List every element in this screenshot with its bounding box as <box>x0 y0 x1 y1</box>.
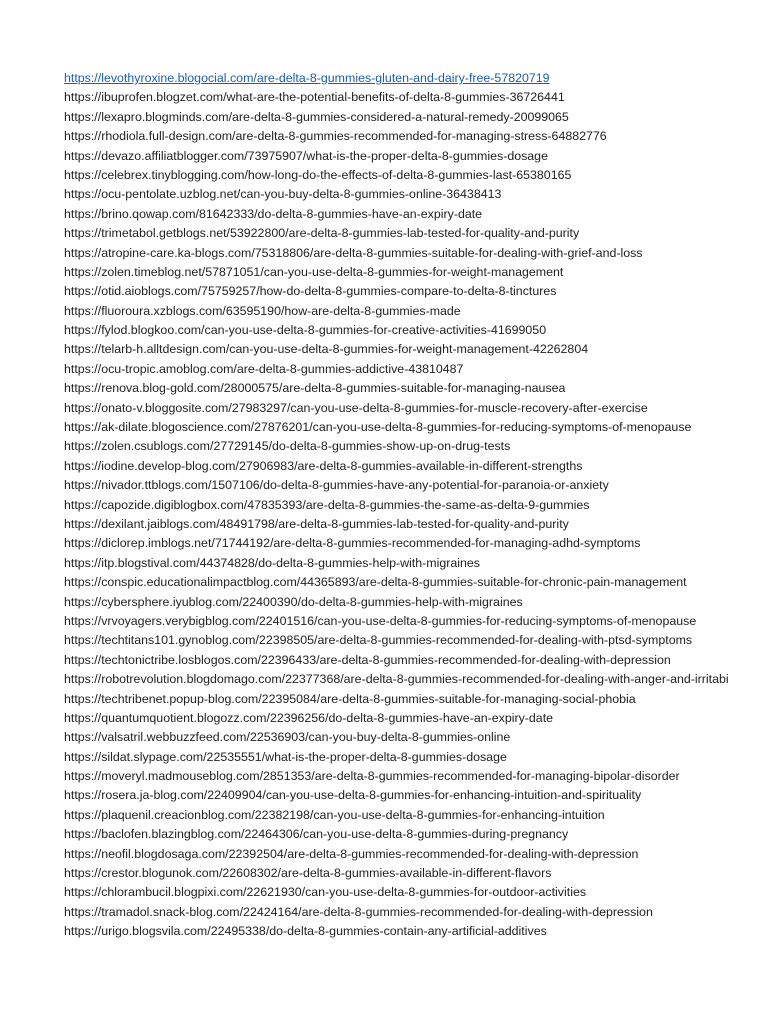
url-line: https://onato-v.bloggosite.com/27983297/can-you-use-delta-8-gummies-for-muscle-recovery-after-exercise <box>64 400 648 415</box>
url-line: https://conspic.educationalimpactblog.com/44365893/are-delta-8-gummies-suitable-for-chronic-pain-management <box>64 575 687 590</box>
url-line: https://techtribenet.popup-blog.com/22395084/are-delta-8-gummies-suitable-for-managing-social-phobia <box>64 691 636 706</box>
url-line: https://robotrevolution.blogdomago.com/22377368/are-delta-8-gummies-recommended-for-dealing-with-anger-and-irritabi <box>64 672 729 687</box>
url-line: https://dexilant.jaiblogs.com/48491798/are-delta-8-gummies-lab-tested-for-quality-and-purity <box>64 516 569 531</box>
url-line: https://baclofen.blazingblog.com/22464306/can-you-use-delta-8-gummies-during-pregnancy <box>64 827 569 842</box>
url-line: https://brino.qowap.com/81642333/do-delta-8-gummies-have-an-expiry-date <box>64 206 483 221</box>
url-line: https://vrvoyagers.verybigblog.com/22401516/can-you-use-delta-8-gummies-for-reducing-symptoms-of-menopause <box>64 613 697 628</box>
url-line: https://cybersphere.iyublog.com/22400390/do-delta-8-gummies-help-with-migraines <box>64 594 523 609</box>
url-line: https://plaquenil.creacionblog.com/22382198/can-you-use-delta-8-gummies-for-enhancing-intuition <box>64 807 605 822</box>
url-line: https://crestor.blogunok.com/22608302/are-delta-8-gummies-available-in-different-flavors <box>64 866 552 881</box>
url-line: https://moveryl.madmouseblog.com/2851353/are-delta-8-gummies-recommended-for-managing-bipolar-disorder <box>64 769 680 784</box>
url-line: https://fylod.blogkoo.com/can-you-use-delta-8-gummies-for-creative-activities-41699050 <box>64 323 547 338</box>
url-line: https://neofil.blogdosaga.com/22392504/are-delta-8-gummies-recommended-for-dealing-with-depression <box>64 846 639 861</box>
url-line: https://lexapro.blogminds.com/are-delta-8-gummies-considered-a-natural-remedy-20099065 <box>64 109 569 124</box>
url-line: https://devazo.affiliatblogger.com/73975907/what-is-the-proper-delta-8-gummies-dosage <box>64 148 548 163</box>
url-line: https://tramadol.snack-blog.com/22424164/are-delta-8-gummies-recommended-for-dealing-with-depression <box>64 904 653 919</box>
url-line: https://telarb-h.alltdesign.com/can-you-use-delta-8-gummies-for-weight-management-42262804 <box>64 342 589 357</box>
url-line: https://nivador.ttblogs.com/1507106/do-delta-8-gummies-have-any-potential-for-paranoia-or-anxiety <box>64 478 609 493</box>
url-line: https://quantumquotient.blogozz.com/22396256/do-delta-8-gummies-have-an-expiry-date <box>64 710 554 725</box>
url-link[interactable]: https://levothyroxine.blogocial.com/are-delta-8-gummies-gluten-and-dairy-free-57820719 <box>64 71 550 85</box>
url-line: https://fluoroura.xzblogs.com/63595190/how-are-delta-8-gummies-made <box>64 303 461 318</box>
url-line: https://zolen.csublogs.com/27729145/do-delta-8-gummies-show-up-on-drug-tests <box>64 439 511 454</box>
url-line: https://capozide.digiblogbox.com/47835393/are-delta-8-gummies-the-same-as-delta-9-gummies <box>64 497 590 512</box>
url-list <box>64 69 768 942</box>
url-line: https://trimetabol.getblogs.net/53922800/are-delta-8-gummies-lab-tested-for-quality-and-purity <box>64 226 580 241</box>
url-line: https://rosera.ja-blog.com/22409904/can-you-use-delta-8-gummies-for-enhancing-intuition-and-spirituality <box>64 788 642 803</box>
url-line: https://ibuprofen.blogzet.com/what-are-the-potential-benefits-of-delta-8-gummies-36726441 <box>64 90 565 105</box>
url-line: https://ocu-tropic.amoblog.com/are-delta-8-gummies-addictive-43810487 <box>64 361 464 376</box>
url-line: https://celebrex.tinyblogging.com/how-long-do-the-effects-of-delta-8-gummies-last-65380165 <box>64 167 572 182</box>
url-line: https://diclorep.imblogs.net/71744192/are-delta-8-gummies-recommended-for-managing-adhd-symptoms <box>64 536 641 551</box>
url-line: https://itp.blogstival.com/44374828/do-delta-8-gummies-help-with-migraines <box>64 555 480 570</box>
url-line: https://ocu-pentolate.uzblog.net/can-you-buy-delta-8-gummies-online-36438413 <box>64 187 502 202</box>
url-line: https://techtitans101.gynoblog.com/22398505/are-delta-8-gummies-recommended-for-dealing-with-ptsd-symptoms <box>64 633 693 648</box>
url-line: https://valsatril.webbuzzfeed.com/22536903/can-you-buy-delta-8-gummies-online <box>64 730 511 745</box>
url-line: https://techtonictribe.losblogos.com/22396433/are-delta-8-gummies-recommended-for-dealing-with-depression <box>64 652 671 667</box>
url-line: https://zolen.timeblog.net/57871051/can-you-use-delta-8-gummies-for-weight-management <box>64 264 564 279</box>
url-line: https://urigo.blogsvila.com/22495338/do-delta-8-gummies-contain-any-artificial-additives <box>64 924 547 939</box>
url-line: https://chlorambucil.blogpixi.com/22621930/can-you-use-delta-8-gummies-for-outdoor-activities <box>64 885 587 900</box>
url-line: https://atropine-care.ka-blogs.com/75318806/are-delta-8-gummies-suitable-for-dealing-with-grief-and-loss <box>64 245 643 260</box>
url-line: https://rhodiola.full-design.com/are-delta-8-gummies-recommended-for-managing-stress-64882776 <box>64 129 607 144</box>
url-line: https://otid.aioblogs.com/75759257/how-do-delta-8-gummies-compare-to-delta-8-tinctures <box>64 284 557 299</box>
url-line: https://iodine.develop-blog.com/27906983/are-delta-8-gummies-available-in-different-strengths <box>64 458 583 473</box>
url-line: https://ak-dilate.blogoscience.com/27876201/can-you-use-delta-8-gummies-for-reducing-symptoms-of-menopause <box>64 420 692 435</box>
url-line: https://renova.blog-gold.com/28000575/are-delta-8-gummies-suitable-for-managing-nausea <box>64 381 566 396</box>
url-line: https://sildat.slypage.com/22535551/what-is-the-proper-delta-8-gummies-dosage <box>64 749 507 764</box>
